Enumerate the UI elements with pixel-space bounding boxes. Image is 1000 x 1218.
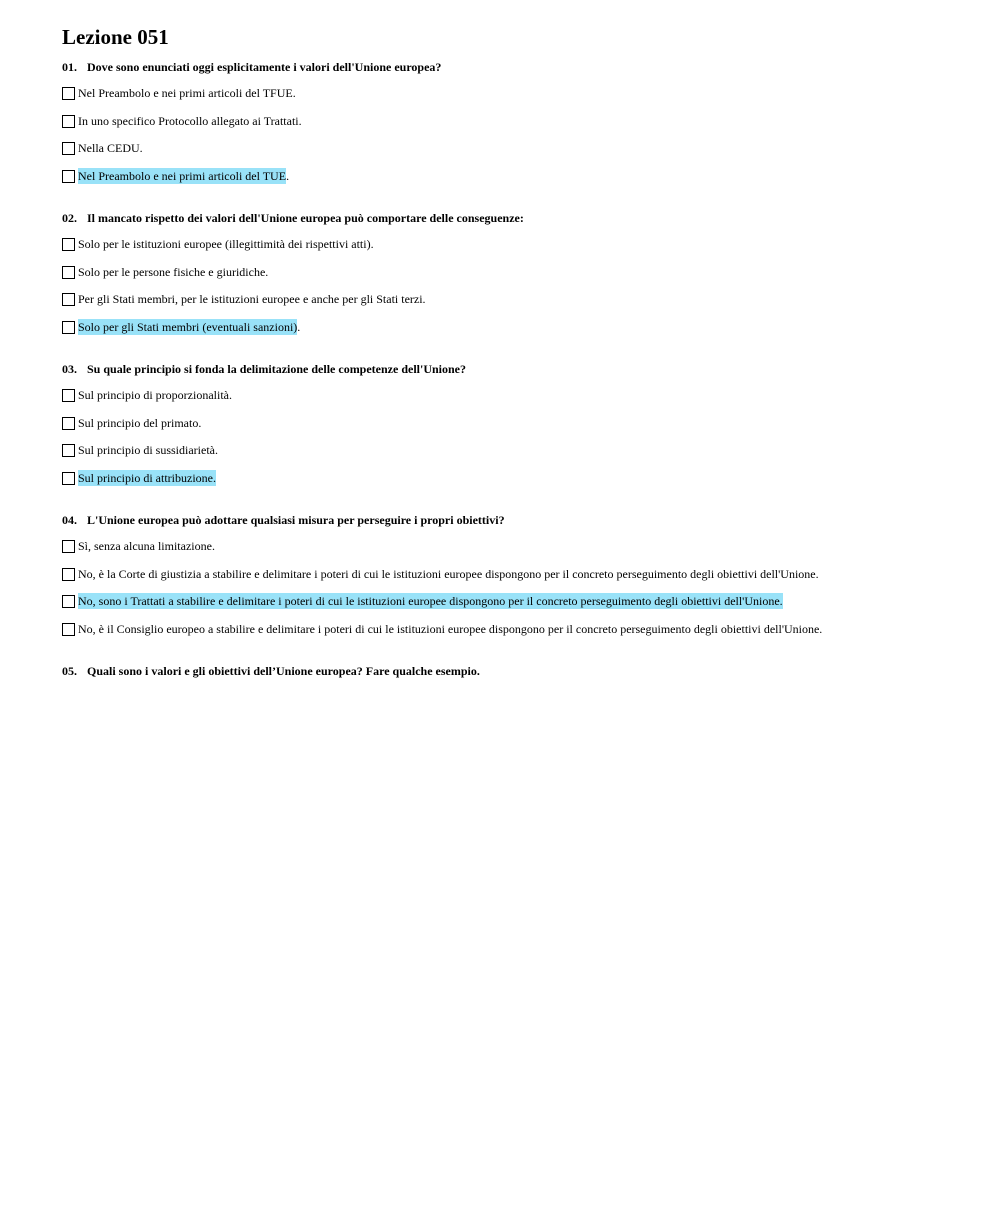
option-02-d[interactable] (62, 319, 300, 335)
option-02-c[interactable] (62, 291, 426, 307)
option-label-highlighted: Solo per gli Stati membri (eventuali sanzioni) (78, 320, 298, 334)
option-label: Sul principio del primato. (78, 416, 202, 430)
option-04-a[interactable] (62, 538, 215, 554)
question-04 (62, 512, 505, 528)
question-03 (62, 361, 466, 377)
option-03-d[interactable] (62, 470, 216, 486)
question-text: Il mancato rispetto dei valori dell'Unione europea può comportare delle conseguenze: (87, 211, 524, 225)
checkbox[interactable] (62, 115, 75, 128)
option-03-a[interactable] (62, 387, 232, 403)
question-text: Quali sono i valori e gli obiettivi dell’Unione europea? Fare qualche esempio. (87, 664, 480, 678)
checkbox[interactable] (62, 142, 75, 155)
option-02-a[interactable] (62, 236, 374, 252)
option-04-b[interactable] (62, 566, 819, 582)
option-02-b[interactable] (62, 264, 268, 280)
option-label-highlighted: No, sono i Trattati a stabilire e delimitare i poteri di cui le istituzioni europee dispongono per il concreto perseguimento degli obiettivi dell'Unione. (78, 594, 783, 608)
checkbox[interactable] (62, 389, 75, 402)
option-label-tail: . (286, 169, 290, 183)
option-01-a[interactable] (62, 85, 296, 101)
checkbox[interactable] (62, 472, 75, 485)
option-label-highlighted: Nel Preambolo e nei primi articoli del TUE (78, 169, 287, 183)
question-text: L'Unione europea può adottare qualsiasi misura per perseguire i propri obiettivi? (87, 513, 505, 527)
checkbox[interactable] (62, 238, 75, 251)
option-03-b[interactable] (62, 415, 201, 431)
checkbox[interactable] (62, 87, 75, 100)
option-01-d[interactable] (62, 168, 289, 184)
question-number: 04. (62, 513, 77, 527)
checkbox[interactable] (62, 170, 75, 183)
question-number: 01. (62, 60, 77, 74)
option-label: No, è il Consiglio europeo a stabilire e delimitare i poteri di cui le istituzioni europee dispongono per il concreto perseguimento degli obiettivi dell'Unione. (78, 622, 823, 636)
option-label: Sul principio di sussidiarietà. (78, 443, 218, 457)
checkbox[interactable] (62, 444, 75, 457)
question-number: 03. (62, 362, 77, 376)
option-label-tail: . (297, 320, 301, 334)
checkbox[interactable] (62, 595, 75, 608)
question-number: 05. (62, 664, 77, 678)
checkbox[interactable] (62, 266, 75, 279)
checkbox[interactable] (62, 623, 75, 636)
option-label: In uno specifico Protocollo allegato ai Trattati. (78, 114, 302, 128)
question-text: Su quale principio si fonda la delimitazione delle competenze dell'Unione? (87, 362, 467, 376)
option-04-c[interactable] (62, 593, 783, 609)
option-label: Nella CEDU. (78, 141, 143, 155)
option-04-d[interactable] (62, 621, 822, 637)
question-01 (62, 59, 441, 75)
checkbox[interactable] (62, 568, 75, 581)
option-01-c[interactable] (62, 140, 143, 156)
option-label: Per gli Stati membri, per le istituzioni europee e anche per gli Stati terzi. (78, 292, 426, 306)
question-number: 02. (62, 211, 77, 225)
option-label: Nel Preambolo e nei primi articoli del TFUE. (78, 86, 296, 100)
option-label: Sì, senza alcuna limitazione. (78, 539, 215, 553)
option-label: Solo per le persone fisiche e giuridiche. (78, 265, 269, 279)
option-03-c[interactable] (62, 442, 218, 458)
option-label: No, è la Corte di giustizia a stabilire e delimitare i poteri di cui le istituzioni europee dispongono per il concreto perseguimento degli obiettivi dell'Unione. (78, 567, 819, 581)
checkbox[interactable] (62, 417, 75, 430)
option-01-b[interactable] (62, 113, 302, 129)
checkbox[interactable] (62, 540, 75, 553)
checkbox[interactable] (62, 321, 75, 334)
checkbox[interactable] (62, 293, 75, 306)
question-02 (62, 210, 524, 226)
option-label: Solo per le istituzioni europee (illegittimità dei rispettivi atti). (78, 237, 374, 251)
question-text: Dove sono enunciati oggi esplicitamente i valori dell'Unione europea? (87, 60, 442, 74)
question-05 (62, 663, 480, 679)
option-label-highlighted: Sul principio di attribuzione. (78, 471, 216, 485)
option-label: Sul principio di proporzionalità. (78, 388, 232, 402)
page-title: Lezione 051 (62, 25, 169, 49)
